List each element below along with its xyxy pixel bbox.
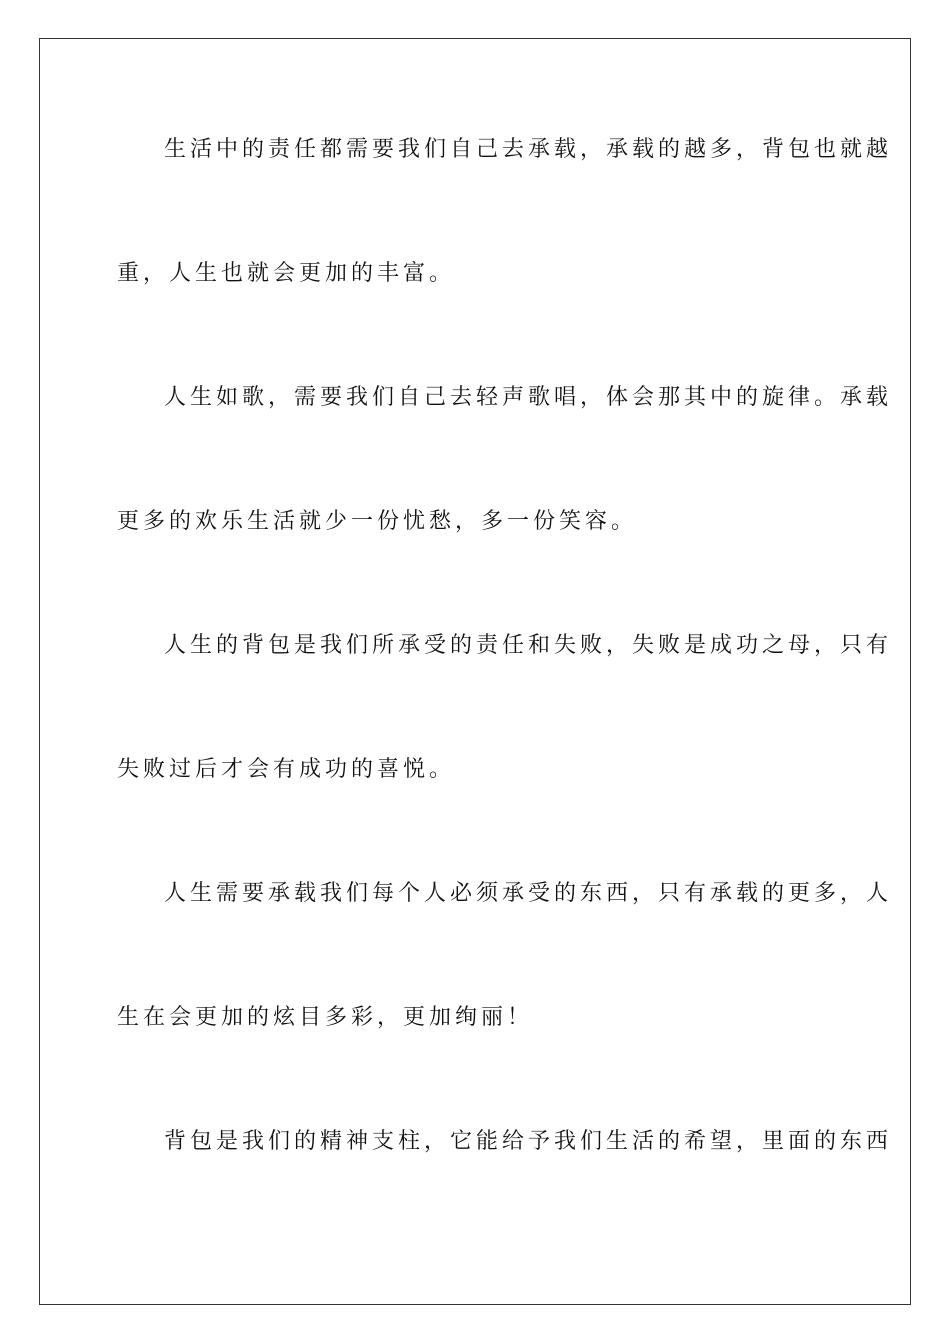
paragraph-1-line-2: 重，人生也就会更加的丰富。 [117,261,456,286]
paragraph-2-line-1: 人生如歌，需要我们自己去轻声歌唱，体会那其中的旋律。承载 [164,385,893,410]
paragraph-4-line-2: 生在会更加的炫目多彩，更加绚丽！ [117,1005,534,1030]
paragraph-4-line-1: 人生需要承载我们每个人必须承受的东西，只有承载的更多，人 [164,881,893,906]
paragraph-5-line-1: 背包是我们的精神支柱，它能给予我们生活的希望，里面的东西 [164,1129,893,1154]
paragraph-3-line-1: 人生的背包是我们所承受的责任和失败，失败是成功之母，只有 [164,633,893,658]
paragraph-2-line-2: 更多的欢乐生活就少一份忧愁，多一份笑容。 [117,509,638,534]
paragraph-3-line-2: 失败过后才会有成功的喜悦。 [117,757,456,782]
document-body [117,128,893,1244]
paragraph-1-line-1: 生活中的责任都需要我们自己去承载，承载的越多，背包也就越 [164,137,893,162]
